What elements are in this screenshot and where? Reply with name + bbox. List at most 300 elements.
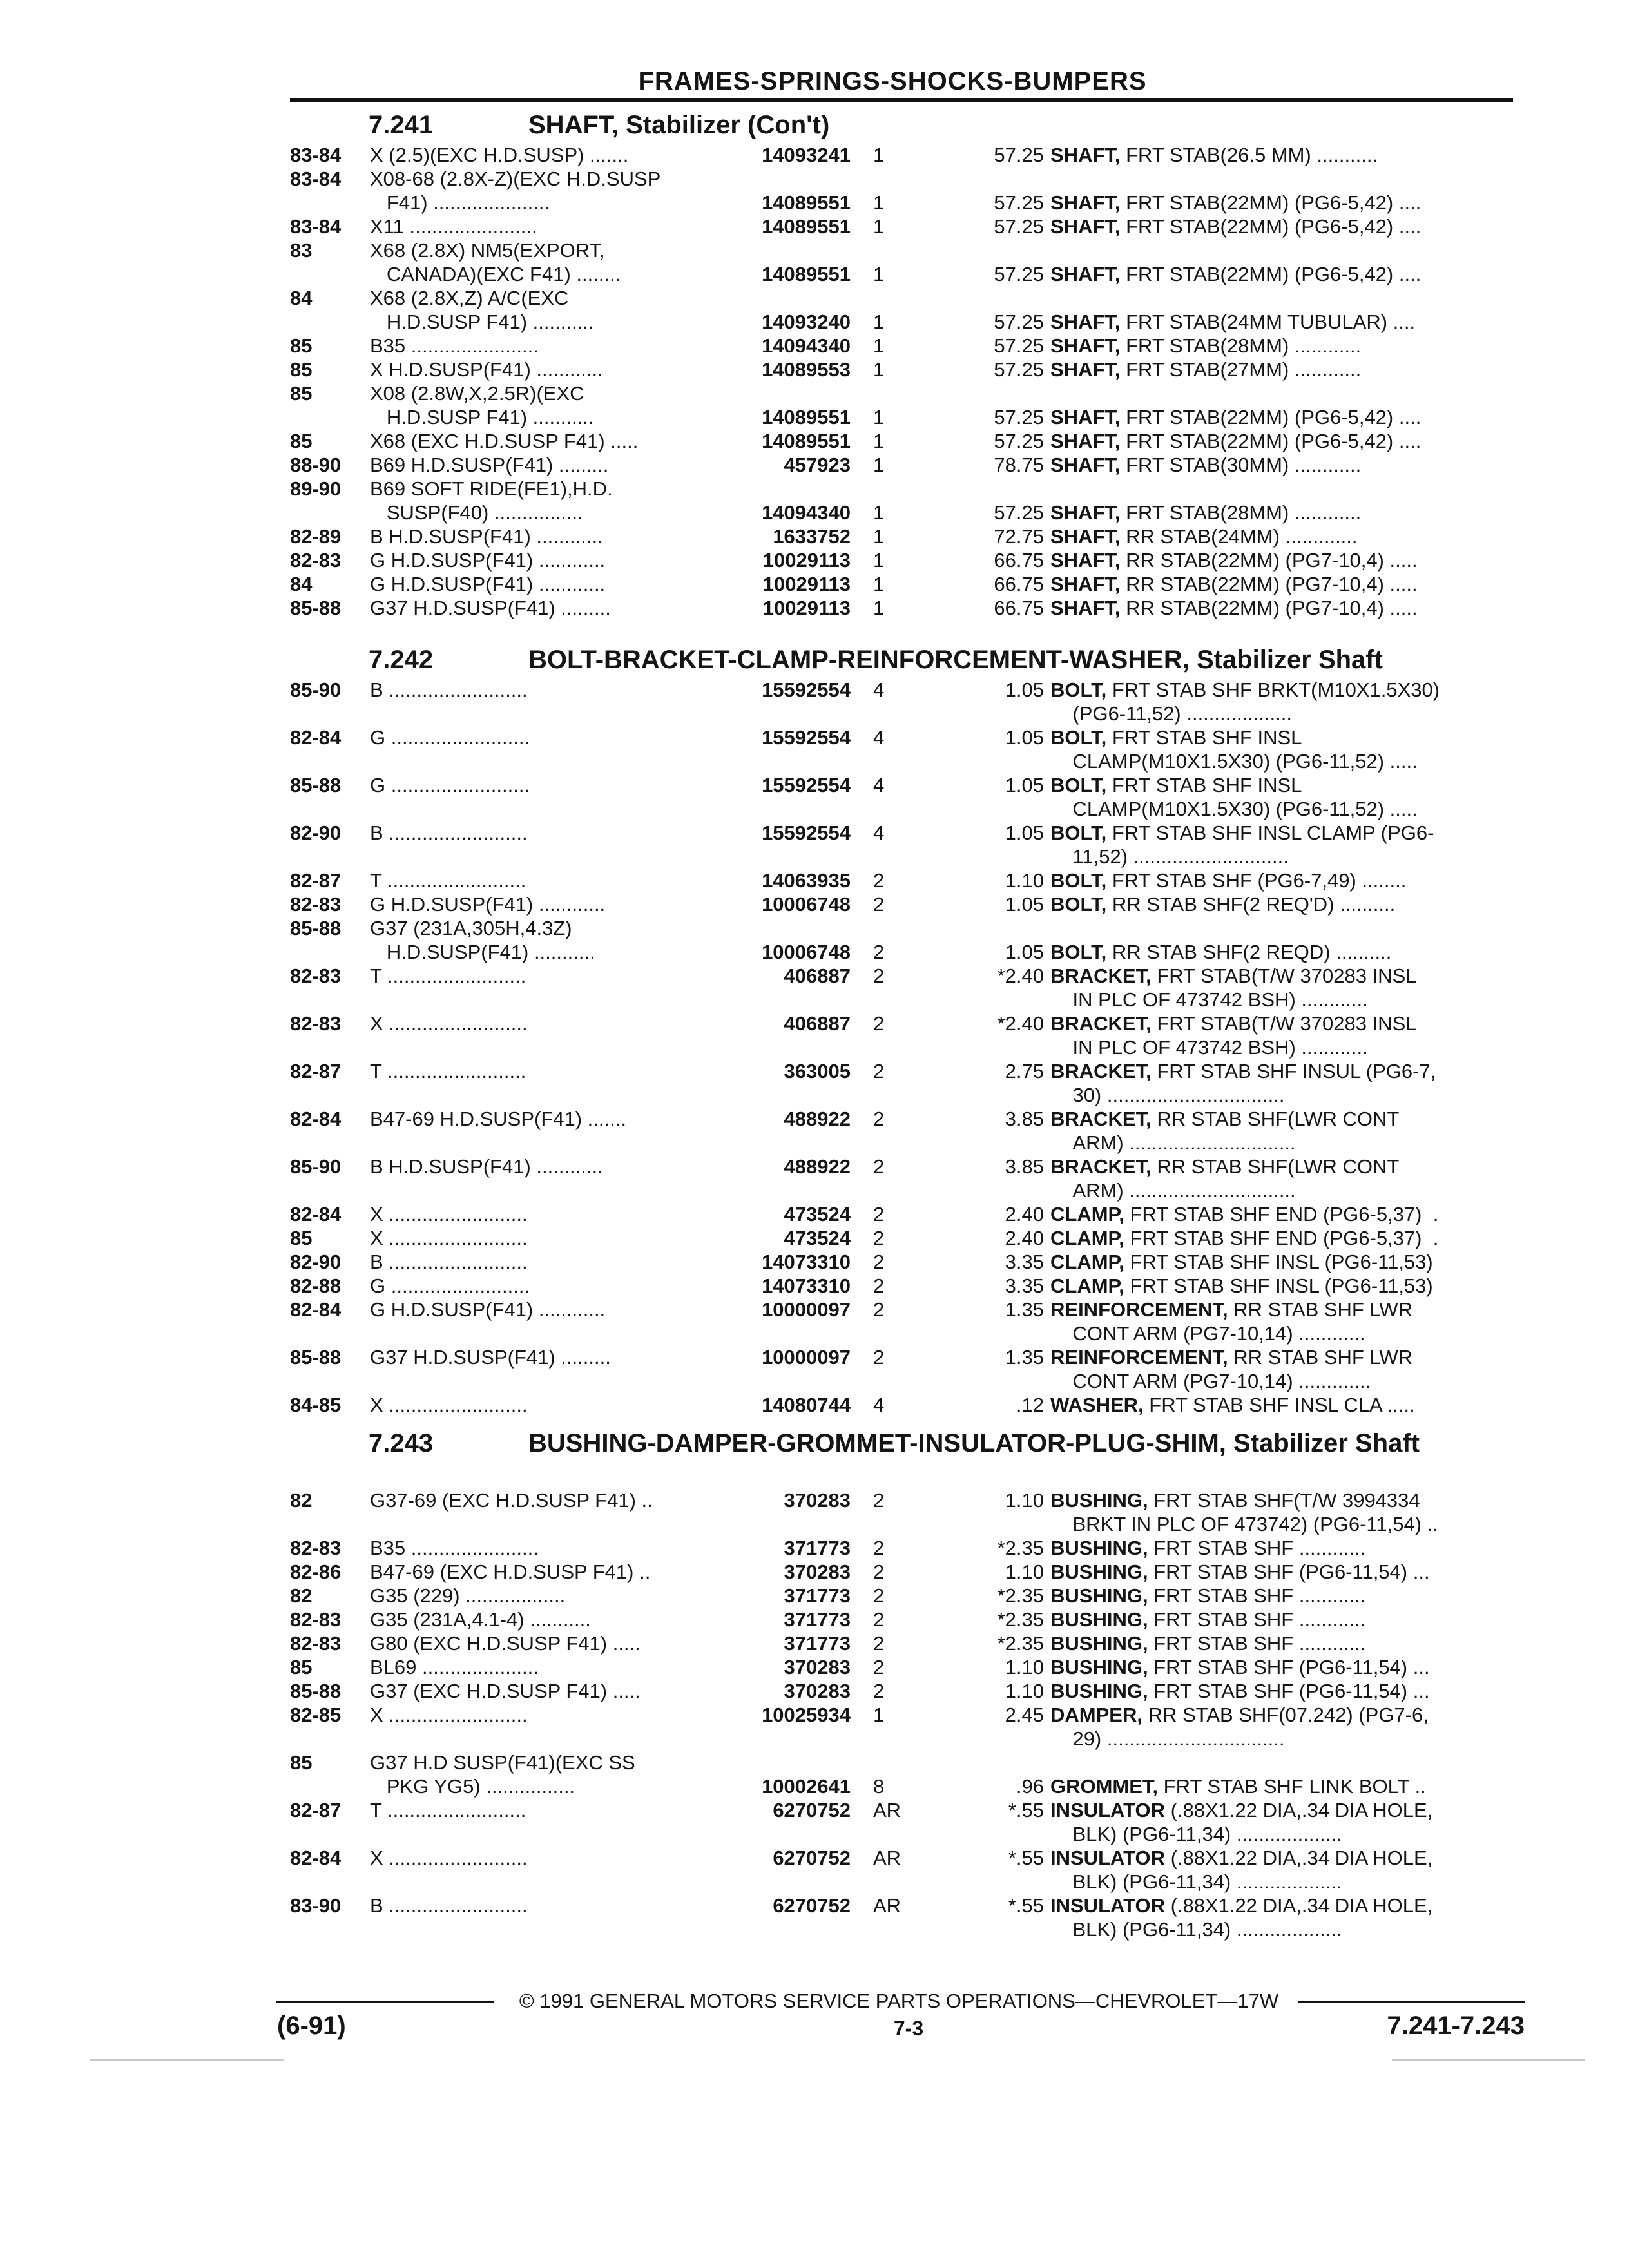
- part-name: BUSHING,: [1050, 1561, 1148, 1583]
- part-name: BOLT,: [1050, 678, 1107, 701]
- description: [1050, 1584, 1514, 1608]
- part-number: 370283: [784, 1680, 851, 1702]
- part-number: 10002641: [762, 1775, 851, 1798]
- price: *.55: [1008, 1799, 1044, 1821]
- part-detail: RR STAB(24MM) .............: [1120, 525, 1358, 548]
- part-row: [290, 524, 1514, 548]
- price: 1.35: [1005, 1346, 1044, 1369]
- price: 1.05: [1005, 726, 1044, 749]
- application: B69 H.D.SUSP(F41) .........: [370, 454, 609, 476]
- year-range: 85: [290, 334, 313, 357]
- part-detail: FRT STAB(T/W 370283 INSL IN PLC OF 473742 BSH) ............: [1072, 1012, 1417, 1059]
- part-number: 371773: [784, 1584, 851, 1607]
- price: *2.40: [997, 965, 1044, 987]
- part-row: [290, 453, 1514, 477]
- application: X (2.5)(EXC H.D.SUSP) .......: [370, 144, 629, 166]
- application: G37 H.D.SUSP(F41) .........: [370, 597, 611, 619]
- quantity: 2: [873, 1298, 885, 1321]
- part-row: [290, 143, 1514, 167]
- description: [1050, 572, 1514, 596]
- price: 1.35: [1005, 1298, 1044, 1321]
- price: 66.75: [994, 573, 1044, 595]
- part-detail: FRT STAB SHF END (PG6-5,37) .: [1124, 1227, 1439, 1249]
- footer-page-number: 7-3: [893, 2017, 924, 2040]
- part-number: 363005: [784, 1060, 851, 1082]
- part-number: 457923: [784, 454, 851, 476]
- description: [1050, 1155, 1514, 1202]
- part-detail: FRT STAB SHF INSUL (PG6-7, 30) ................................: [1072, 1060, 1436, 1106]
- part-name: SHAFT,: [1050, 263, 1121, 285]
- part-number: 6270752: [773, 1799, 851, 1821]
- section-heading: [290, 1429, 1514, 1488]
- description: [1050, 773, 1514, 821]
- part-name: SHAFT,: [1050, 573, 1121, 595]
- part-number: 15592554: [762, 774, 851, 796]
- header-rule: [290, 98, 1513, 102]
- year-range: 89-90: [290, 477, 342, 500]
- description: [1050, 1679, 1514, 1703]
- part-row: [290, 1226, 1514, 1250]
- price: *.55: [1008, 1847, 1044, 1869]
- price: 3.85: [1005, 1108, 1044, 1130]
- footer-copyright: © 1991 GENERAL MOTORS SERVICE PARTS OPERATIONS—CHEVROLET—17W: [519, 1990, 1279, 2012]
- part-name: BOLT,: [1050, 941, 1107, 963]
- part-name: REINFORCEMENT,: [1050, 1298, 1228, 1321]
- part-name: SHAFT,: [1050, 406, 1121, 428]
- part-detail: FRT STAB SHF INSL (PG6-11,53): [1124, 1251, 1433, 1273]
- part-detail: FRT STAB(30MM) ............: [1120, 454, 1362, 476]
- quantity: 2: [873, 1251, 885, 1273]
- price: *2.35: [997, 1537, 1044, 1559]
- part-row: [290, 572, 1514, 596]
- quantity: 2: [873, 1012, 885, 1035]
- description: [1050, 940, 1514, 964]
- price: 57.25: [994, 334, 1044, 357]
- part-number: 15592554: [762, 726, 851, 749]
- part-name: BUSHING,: [1050, 1656, 1148, 1678]
- scan-artifact: [1392, 2059, 1585, 2061]
- section-number: 7.242: [369, 646, 434, 674]
- quantity: 2: [873, 1155, 885, 1178]
- price: 3.35: [1005, 1251, 1044, 1273]
- description: [1050, 1202, 1514, 1226]
- part-name: BUSHING,: [1050, 1608, 1148, 1631]
- price: 1.05: [1005, 893, 1044, 916]
- part-number: 14089551: [762, 191, 851, 214]
- year-range: 83-84: [290, 215, 342, 238]
- description: [1050, 191, 1514, 215]
- description: [1050, 1393, 1514, 1417]
- part-row: [290, 1655, 1514, 1679]
- part-detail: FRT STAB(26.5 MM) ...........: [1120, 144, 1378, 166]
- application: G .........................: [370, 1274, 530, 1297]
- part-name: SHAFT,: [1050, 311, 1121, 333]
- section-heading: [290, 111, 1514, 143]
- part-name: SHAFT,: [1050, 430, 1121, 452]
- price: 1.05: [1005, 678, 1044, 701]
- part-row: [290, 1560, 1514, 1584]
- section-7-241: [290, 111, 1514, 620]
- description: [1050, 262, 1514, 286]
- year-range: 82: [290, 1584, 313, 1607]
- part-number: 15592554: [762, 822, 851, 844]
- quantity: 4: [873, 822, 885, 844]
- price: 2.45: [1005, 1704, 1044, 1726]
- part-name: GROMMET,: [1050, 1775, 1159, 1798]
- application: G H.D.SUSP(F41) ............: [370, 549, 606, 572]
- quantity: 1: [873, 358, 885, 381]
- section-number: 7.243: [369, 1429, 434, 1457]
- application: X .........................: [370, 1012, 528, 1035]
- application: T .........................: [370, 869, 526, 892]
- part-row: [290, 1274, 1514, 1298]
- description: [1050, 678, 1514, 726]
- application: T .........................: [370, 1799, 526, 1821]
- part-name: BOLT,: [1050, 774, 1107, 796]
- part-detail: RR STAB(22MM) (PG7-10,4) .....: [1120, 573, 1418, 595]
- section-7-243: [290, 1429, 1514, 1941]
- part-number: 14093240: [762, 311, 851, 333]
- year-range: 85-88: [290, 597, 342, 619]
- part-row: [290, 334, 1514, 358]
- part-detail: FRT STAB SHF (PG6-11,54) ...: [1148, 1561, 1430, 1583]
- application: B .........................: [370, 1894, 528, 1917]
- quantity: 4: [873, 678, 885, 701]
- price: 1.10: [1005, 869, 1044, 892]
- part-number: 14089551: [762, 406, 851, 428]
- application: X .........................: [370, 1203, 528, 1225]
- description: [1050, 821, 1514, 869]
- part-row: [290, 286, 1514, 334]
- description: [1050, 1345, 1514, 1393]
- description: [1050, 964, 1514, 1012]
- part-number: 406887: [784, 1012, 851, 1035]
- part-number: 371773: [784, 1632, 851, 1655]
- part-number: 6270752: [773, 1894, 851, 1917]
- description: [1050, 310, 1514, 334]
- part-row: [290, 1488, 1514, 1536]
- quantity: 2: [873, 941, 885, 963]
- part-name: INSULATOR: [1050, 1894, 1165, 1917]
- year-range: 85: [290, 1227, 313, 1249]
- part-number: 10000097: [762, 1298, 851, 1321]
- price: 57.25: [994, 358, 1044, 381]
- part-number: 10006748: [762, 893, 851, 916]
- part-row: [290, 1584, 1514, 1608]
- part-number: 14089551: [762, 215, 851, 238]
- year-range: 88-90: [290, 454, 342, 476]
- description: [1050, 1226, 1514, 1250]
- year-range: 85: [290, 382, 313, 405]
- part-name: CLAMP,: [1050, 1274, 1124, 1297]
- footer-date-code: (6-91): [277, 2012, 346, 2040]
- price: 57.25: [994, 191, 1044, 214]
- application: BL69 .....................: [370, 1656, 539, 1678]
- year-range: 82-83: [290, 965, 342, 987]
- quantity: 2: [873, 1680, 885, 1702]
- quantity: AR: [873, 1799, 901, 1821]
- part-number: 14080744: [762, 1394, 851, 1416]
- part-detail: FRT STAB(28MM) ............: [1120, 501, 1362, 524]
- part-row: [290, 596, 1514, 620]
- year-range: 82-83: [290, 1012, 342, 1035]
- part-name: SHAFT,: [1050, 334, 1121, 357]
- application: X68 (2.8X) NM5(EXPORT, CANADA)(EXC F41) ........: [370, 239, 621, 285]
- part-detail: RR STAB(22MM) (PG7-10,4) .....: [1120, 597, 1418, 619]
- part-row: [290, 726, 1514, 773]
- quantity: 2: [873, 1274, 885, 1297]
- description: [1050, 1536, 1514, 1560]
- year-range: 85: [290, 358, 313, 381]
- part-detail: FRT STAB(22MM) (PG6-5,42) ....: [1120, 406, 1422, 428]
- part-row: [290, 1393, 1514, 1417]
- part-number: 10006748: [762, 941, 851, 963]
- year-range: 85: [290, 430, 313, 452]
- part-row: [290, 215, 1514, 238]
- year-range: 82-84: [290, 1847, 342, 1869]
- year-range: 82-89: [290, 525, 342, 548]
- part-detail: FRT STAB SHF INSL CLAMP(M10X1.5X30) (PG6-11,52) .....: [1072, 726, 1418, 773]
- quantity: 1: [873, 1704, 885, 1726]
- price: 72.75: [994, 525, 1044, 548]
- year-range: 83: [290, 239, 313, 262]
- part-name: CLAMP,: [1050, 1227, 1124, 1249]
- application: X68 (2.8X,Z) A/C(EXC H.D.SUSP F41) ...........: [370, 287, 594, 333]
- part-row: [290, 1608, 1514, 1631]
- part-name: SHAFT,: [1050, 525, 1121, 548]
- part-detail: RR STAB SHF LWR CONT ARM (PG7-10,14) .............: [1072, 1346, 1413, 1392]
- part-number: 14094340: [762, 501, 851, 524]
- part-number: 1633752: [773, 525, 851, 548]
- part-row: [290, 358, 1514, 381]
- application: B H.D.SUSP(F41) ............: [370, 1155, 603, 1178]
- application: G H.D.SUSP(F41) ............: [370, 893, 606, 916]
- quantity: 2: [873, 1060, 885, 1082]
- application: B35 .......................: [370, 1537, 539, 1559]
- part-name: CLAMP,: [1050, 1203, 1124, 1225]
- part-number: 14089553: [762, 358, 851, 381]
- quantity: 1: [873, 144, 885, 166]
- section-title: BUSHING-DAMPER-GROMMET-INSULATOR-PLUG-SHIM, Stabilizer Shaft: [528, 1429, 1420, 1457]
- part-name: BRACKET,: [1050, 1108, 1152, 1130]
- price: 57.25: [994, 215, 1044, 238]
- description: [1050, 1655, 1514, 1679]
- description: [1050, 1298, 1514, 1345]
- part-detail: FRT STAB SHF INSL CLA .....: [1143, 1394, 1415, 1416]
- quantity: 1: [873, 549, 885, 572]
- part-detail: (.88X1.22 DIA,.34 DIA HOLE, BLK) (PG6-11,34) ...................: [1072, 1847, 1433, 1893]
- price: .96: [1016, 1775, 1044, 1798]
- part-row: [290, 381, 1514, 429]
- part-name: WASHER,: [1050, 1394, 1144, 1416]
- quantity: AR: [873, 1894, 901, 1917]
- application: X .........................: [370, 1704, 528, 1726]
- section-heading: [290, 646, 1514, 678]
- price: 57.25: [994, 144, 1044, 166]
- application: B47-69 H.D.SUSP(F41) .......: [370, 1108, 626, 1130]
- description: [1050, 358, 1514, 381]
- description: [1050, 596, 1514, 620]
- year-range: 83-84: [290, 144, 342, 166]
- application: B .........................: [370, 678, 528, 701]
- application: T .........................: [370, 965, 526, 987]
- price: .12: [1016, 1394, 1044, 1416]
- part-detail: FRT STAB SHF BRKT(M10X1.5X30) (PG6-11,52) ...................: [1072, 678, 1440, 725]
- application: G37 (EXC H.D.SUSP F41) .....: [370, 1680, 641, 1702]
- year-range: 82-84: [290, 1298, 342, 1321]
- quantity: 2: [873, 1227, 885, 1249]
- part-detail: RR STAB SHF(07.242) (PG7-6, 29) ................................: [1072, 1704, 1429, 1750]
- quantity: 1: [873, 501, 885, 524]
- part-name: SHAFT,: [1050, 191, 1121, 214]
- application: B69 SOFT RIDE(FE1),H.D. SUSP(F40) ................: [370, 477, 613, 524]
- part-detail: FRT STAB SHF ............: [1148, 1632, 1366, 1655]
- part-detail: FRT STAB SHF LINK BOLT ..: [1158, 1775, 1426, 1798]
- part-row: [290, 1703, 1514, 1751]
- part-row: [290, 1155, 1514, 1202]
- part-detail: RR STAB SHF(2 REQ'D) ..........: [1106, 893, 1396, 916]
- part-detail: FRT STAB(22MM) (PG6-5,42) ....: [1120, 191, 1422, 214]
- application: G37 (231A,305H,4.3Z) H.D.SUSP(F41) ...........: [370, 917, 595, 963]
- year-range: 84: [290, 287, 313, 309]
- part-name: BRACKET,: [1050, 965, 1152, 987]
- quantity: 2: [873, 1561, 885, 1583]
- application: X11 .......................: [370, 215, 537, 238]
- price: 2.75: [1005, 1060, 1044, 1082]
- application: X68 (EXC H.D.SUSP F41) .....: [370, 430, 639, 452]
- section-number: 7.241: [369, 111, 434, 139]
- year-range: 82-90: [290, 1251, 342, 1273]
- year-range: 82-83: [290, 1632, 342, 1655]
- part-number: 14094340: [762, 334, 851, 357]
- part-detail: RR STAB SHF(2 REQD) ..........: [1106, 941, 1392, 963]
- price: 57.25: [994, 263, 1044, 285]
- part-row: [290, 1298, 1514, 1345]
- application: G35 (231A,4.1-4) ...........: [370, 1608, 591, 1631]
- description: [1050, 869, 1514, 892]
- part-name: INSULATOR: [1050, 1799, 1165, 1821]
- part-row: [290, 167, 1514, 215]
- description: [1050, 1894, 1514, 1941]
- part-detail: FRT STAB SHF (PG6-7,49) ........: [1106, 869, 1407, 892]
- part-number: 488922: [784, 1108, 851, 1130]
- description: [1050, 453, 1514, 477]
- part-row: [290, 773, 1514, 821]
- price: 1.05: [1005, 822, 1044, 844]
- part-row: [290, 869, 1514, 892]
- quantity: 2: [873, 1608, 885, 1631]
- application: X .........................: [370, 1394, 528, 1416]
- year-range: 85-88: [290, 1346, 342, 1369]
- part-number: 370283: [784, 1656, 851, 1678]
- price: 1.10: [1005, 1489, 1044, 1512]
- price: 78.75: [994, 454, 1044, 476]
- year-range: 82-84: [290, 726, 342, 749]
- part-name: SHAFT,: [1050, 215, 1121, 238]
- part-name: BRACKET,: [1050, 1155, 1152, 1178]
- part-name: BUSHING,: [1050, 1584, 1148, 1607]
- description: [1050, 1631, 1514, 1655]
- part-row: [290, 1059, 1514, 1107]
- part-row: [290, 1250, 1514, 1274]
- year-range: 82-87: [290, 1799, 342, 1821]
- part-detail: FRT STAB SHF(T/W 3994334 BRKT IN PLC OF 473742) (PG6-11,54) ..: [1072, 1489, 1438, 1535]
- price: 1.05: [1005, 941, 1044, 963]
- part-name: BUSHING,: [1050, 1680, 1148, 1702]
- year-range: 82-83: [290, 1537, 342, 1559]
- quantity: 2: [873, 1656, 885, 1678]
- application: G37 H.D.SUSP(F41) .........: [370, 1346, 611, 1369]
- quantity: 1: [873, 525, 885, 548]
- part-name: BRACKET,: [1050, 1060, 1152, 1082]
- part-number: 473524: [784, 1203, 851, 1225]
- application: B .........................: [370, 1251, 528, 1273]
- part-number: 10000097: [762, 1346, 851, 1369]
- part-number: 6270752: [773, 1847, 851, 1869]
- application: T .........................: [370, 1060, 526, 1082]
- quantity: 2: [873, 1537, 885, 1559]
- part-detail: FRT STAB(22MM) (PG6-5,42) ....: [1120, 263, 1422, 285]
- part-detail: FRT STAB SHF INSL CLAMP (PG6- 11,52) ............................: [1072, 822, 1434, 868]
- part-row: [290, 1345, 1514, 1393]
- part-detail: (.88X1.22 DIA,.34 DIA HOLE, BLK) (PG6-11,34) ...................: [1072, 1799, 1433, 1845]
- quantity: 1: [873, 263, 885, 285]
- price: *2.40: [997, 1012, 1044, 1035]
- part-name: SHAFT,: [1050, 358, 1121, 381]
- part-row: [290, 477, 1514, 524]
- price: 2.40: [1005, 1203, 1044, 1225]
- year-range: 85-88: [290, 917, 342, 939]
- price: *2.35: [997, 1608, 1044, 1631]
- part-row: [290, 1894, 1514, 1941]
- description: [1050, 726, 1514, 773]
- application: B47-69 (EXC H.D.SUSP F41) ..: [370, 1561, 651, 1583]
- price: 1.10: [1005, 1561, 1044, 1583]
- price: 66.75: [994, 597, 1044, 619]
- part-row: [290, 238, 1514, 286]
- quantity: 1: [873, 334, 885, 357]
- quantity: 1: [873, 597, 885, 619]
- footer-section-range: 7.241-7.243: [1387, 2012, 1525, 2040]
- description: [1050, 1488, 1514, 1536]
- part-detail: FRT STAB(24MM TUBULAR) ....: [1120, 311, 1416, 333]
- part-name: SHAFT,: [1050, 501, 1121, 524]
- quantity: 4: [873, 726, 885, 749]
- application: X .........................: [370, 1847, 528, 1869]
- part-name: BOLT,: [1050, 726, 1107, 749]
- year-range: 85: [290, 1751, 313, 1774]
- part-detail: RR STAB SHF(LWR CONT ARM) ..............................: [1072, 1108, 1400, 1154]
- part-detail: FRT STAB SHF (PG6-11,54) ...: [1148, 1656, 1430, 1678]
- application: X08-68 (2.8X-Z)(EXC H.D.SUSP F41) .....................: [370, 168, 661, 214]
- part-number: 488922: [784, 1155, 851, 1178]
- part-row: [290, 1751, 1514, 1798]
- section-title: BOLT-BRACKET-CLAMP-REINFORCEMENT-WASHER, Stabilizer Shaft: [528, 646, 1383, 674]
- price: *.55: [1008, 1894, 1044, 1917]
- part-row: [290, 1536, 1514, 1560]
- part-row: [290, 892, 1514, 916]
- year-range: 85-88: [290, 1680, 342, 1702]
- part-number: 371773: [784, 1608, 851, 1631]
- description: [1050, 1846, 1514, 1894]
- part-name: BOLT,: [1050, 893, 1107, 916]
- price: 57.25: [994, 430, 1044, 452]
- quantity: 1: [873, 406, 885, 428]
- description: [1050, 215, 1514, 238]
- application: X08 (2.8W,X,2.5R)(EXC H.D.SUSP F41) ...........: [370, 382, 594, 428]
- part-number: 14089551: [762, 430, 851, 452]
- application: B .........................: [370, 822, 528, 844]
